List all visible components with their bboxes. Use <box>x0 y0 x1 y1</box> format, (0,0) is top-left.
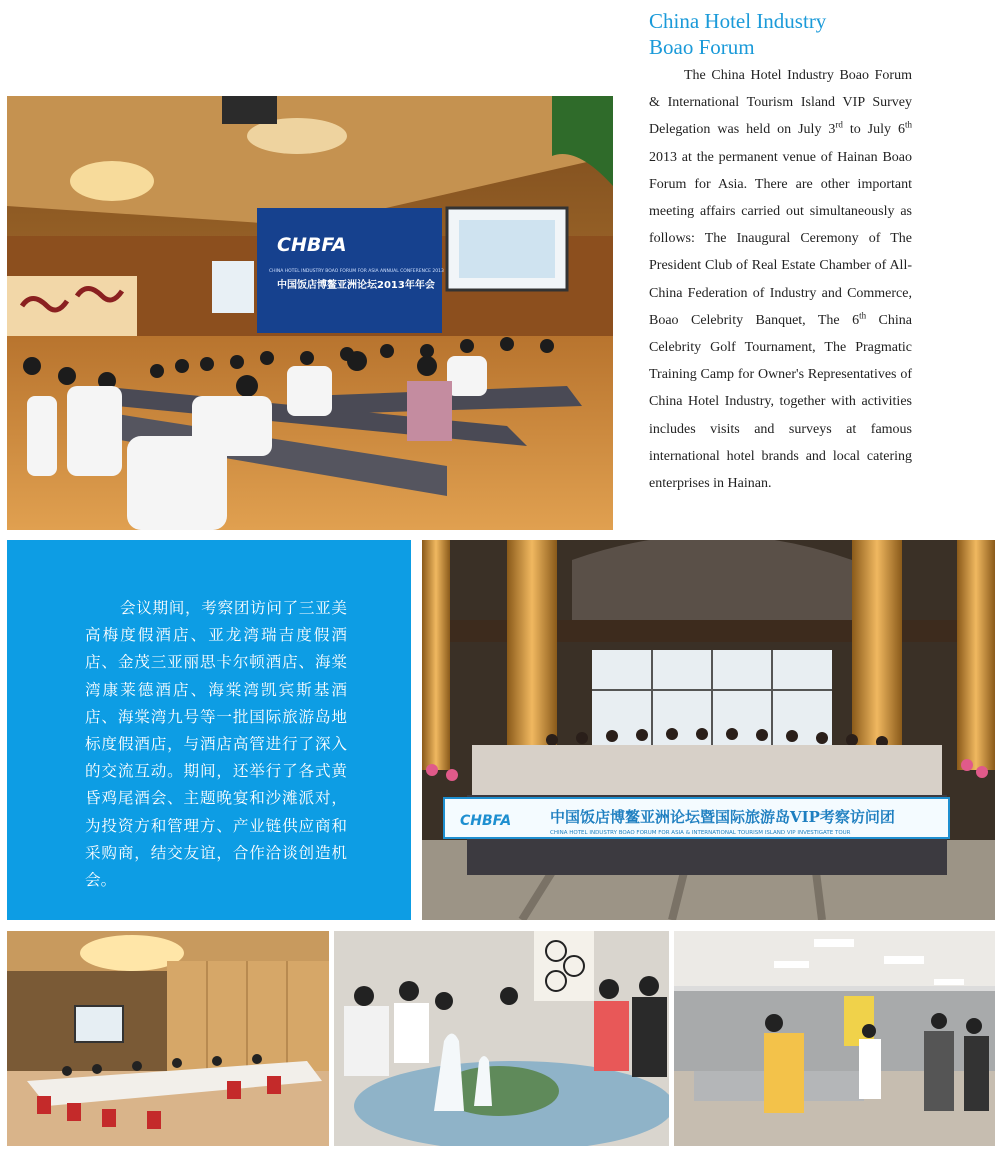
intro-sup-a: rd <box>835 119 843 130</box>
article-title <box>649 8 989 60</box>
kitchen-visit-photo <box>674 931 995 1146</box>
intro-paragraph <box>649 62 912 497</box>
chinese-summary-text: 会议期间，考察团访问了三亚美高梅度假酒店、亚龙湾瑞吉度假酒店、金茂三亚丽思卡尔顿酒店、海棠湾康莱德酒店、海棠湾凯宾斯基酒店、海棠湾九号等一批国际旅游岛地标度假酒店，与酒店高管进行了深入的交流互动。期间，还举行了各式黄昏鸡尾酒会、主题晚宴和沙滩派对，为投资方和管理方、产业链供应商和采购商，结交友谊，合作洽谈创造机会。 <box>85 599 347 890</box>
conference-banner-cn: 中国饭店博鳌亚洲论坛2013年年会 <box>277 280 435 291</box>
group-photo <box>422 540 995 920</box>
intro-text-c: 2013 at the permanent venue of Hainan Boao Forum for Asia. There are other important meeting affairs carried out simultaneously as follows: The Inaugural Ceremony of The President Club of Real Estate Chamber of All-China Federation of Industry and Commerce, Boao Celebrity Banquet, The 6 <box>649 149 912 328</box>
group-banner-logo: CHBFA <box>460 813 512 829</box>
title-line-2: Boao Forum <box>649 35 755 59</box>
meeting-room-photo <box>7 931 329 1146</box>
title-line-1: China Hotel Industry <box>649 9 827 33</box>
intro-text-d: China Celebrity Golf Tournament, The Pragmatic Training Camp for Owner's Representatives of China Hotel Industry, together with activities includes visits and surveys at famous international hotel brands and local catering enterprises in Hainan. <box>649 312 912 492</box>
group-banner-en: CHINA HOTEL INDUSTRY BOAO FORUM FOR ASIA & INTERNATIONAL TOURISM ISLAND VIP INVESTIGATE TOUR <box>550 830 851 836</box>
chinese-summary-box <box>7 540 411 920</box>
group-banner-cn: 中国饭店博鳌亚洲论坛暨国际旅游岛VIP考察访问团 <box>550 808 895 826</box>
intro-sup-b: th <box>904 119 912 130</box>
conference-logo: CHBFA <box>277 234 347 256</box>
intro-text-b: to July 6 <box>842 122 905 138</box>
model-viewing-photo <box>334 931 669 1146</box>
intro-sup-c: th <box>859 310 867 321</box>
conference-banner-en: CHINA HOTEL INDUSTRY BOAO FORUM FOR ASIA ANNUAL CONFERENCE 2013 <box>269 269 444 274</box>
intro-text-a: The China Hotel Industry Boao Forum & International Tourism Island VIP Survey Delegation was held on July 3 <box>649 68 912 138</box>
conference-hall-photo <box>7 96 613 530</box>
